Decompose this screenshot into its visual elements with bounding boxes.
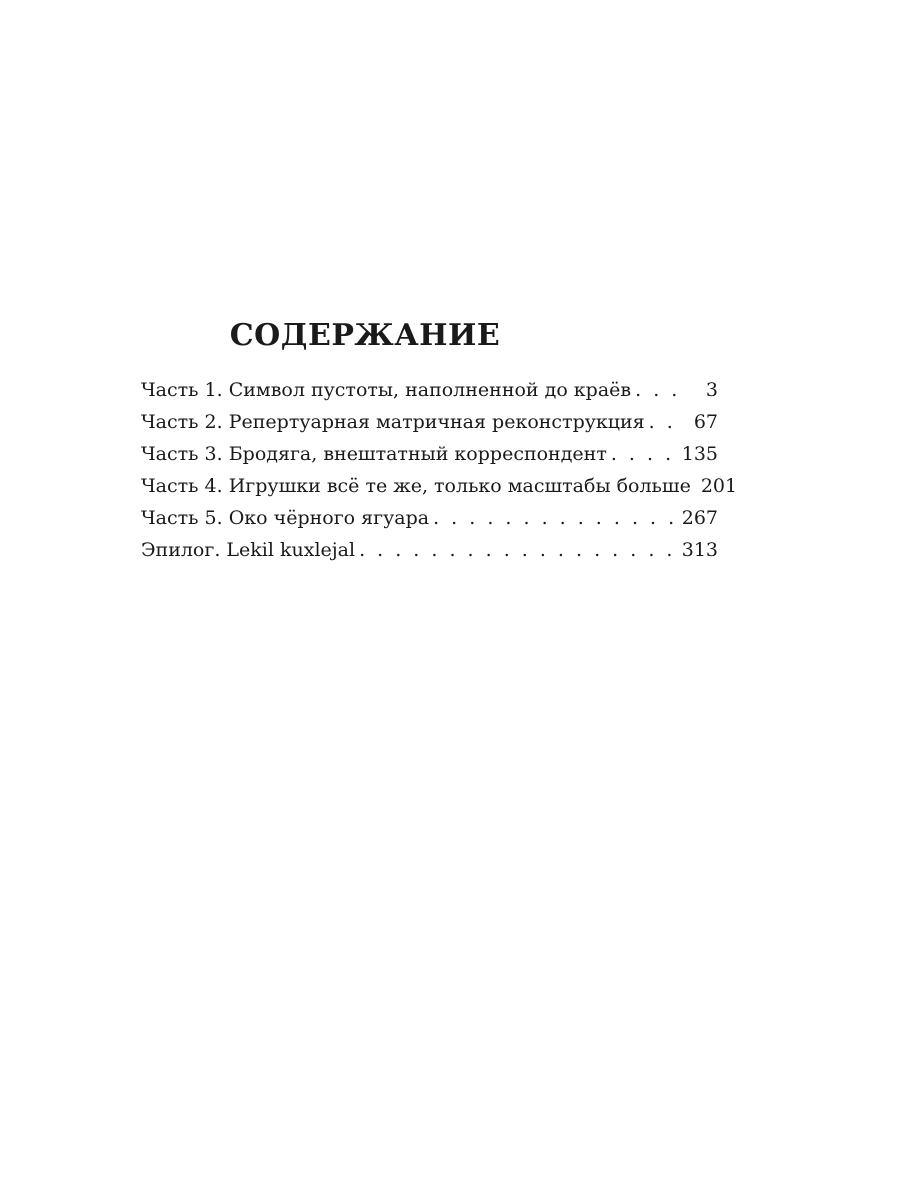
table-of-contents (141, 374, 738, 566)
dot-leader (359, 534, 676, 566)
toc-entry[interactable] (141, 406, 718, 438)
toc-page-number: 67 (693, 411, 718, 433)
toc-entry[interactable] (141, 438, 718, 470)
toc-entry-title: Часть 2. Репертуарная матричная реконструкция (141, 411, 645, 433)
toc-page-number: 313 (681, 539, 718, 561)
toc-page-number: 201 (700, 475, 738, 497)
toc-entry-title: Часть 1. Символ пустоты, наполненной до краёв (141, 379, 632, 401)
toc-entry[interactable] (141, 374, 718, 406)
dot-leader (433, 502, 676, 534)
toc-entry-title: Часть 5. Око чёрного ягуара (141, 507, 430, 529)
page-title: СОДЕРЖАНИЕ (229, 318, 501, 353)
toc-entry[interactable] (141, 534, 718, 566)
toc-entry-title: Часть 4. Игрушки всё те же, только масштабы больше (141, 475, 691, 497)
dot-leader (635, 374, 676, 406)
toc-entry-title: Часть 3. Бродяга, внештатный корреспондент (141, 443, 607, 465)
dot-leader (611, 438, 676, 470)
toc-entry[interactable] (141, 470, 738, 502)
dot-leader (649, 406, 676, 438)
toc-entry[interactable] (141, 502, 718, 534)
toc-page-number: 267 (681, 507, 718, 529)
toc-page-number: 135 (681, 443, 718, 465)
toc-page-number: 3 (705, 379, 718, 401)
toc-entry-title: Эпилог. Lekil kuxlejal (141, 539, 356, 561)
